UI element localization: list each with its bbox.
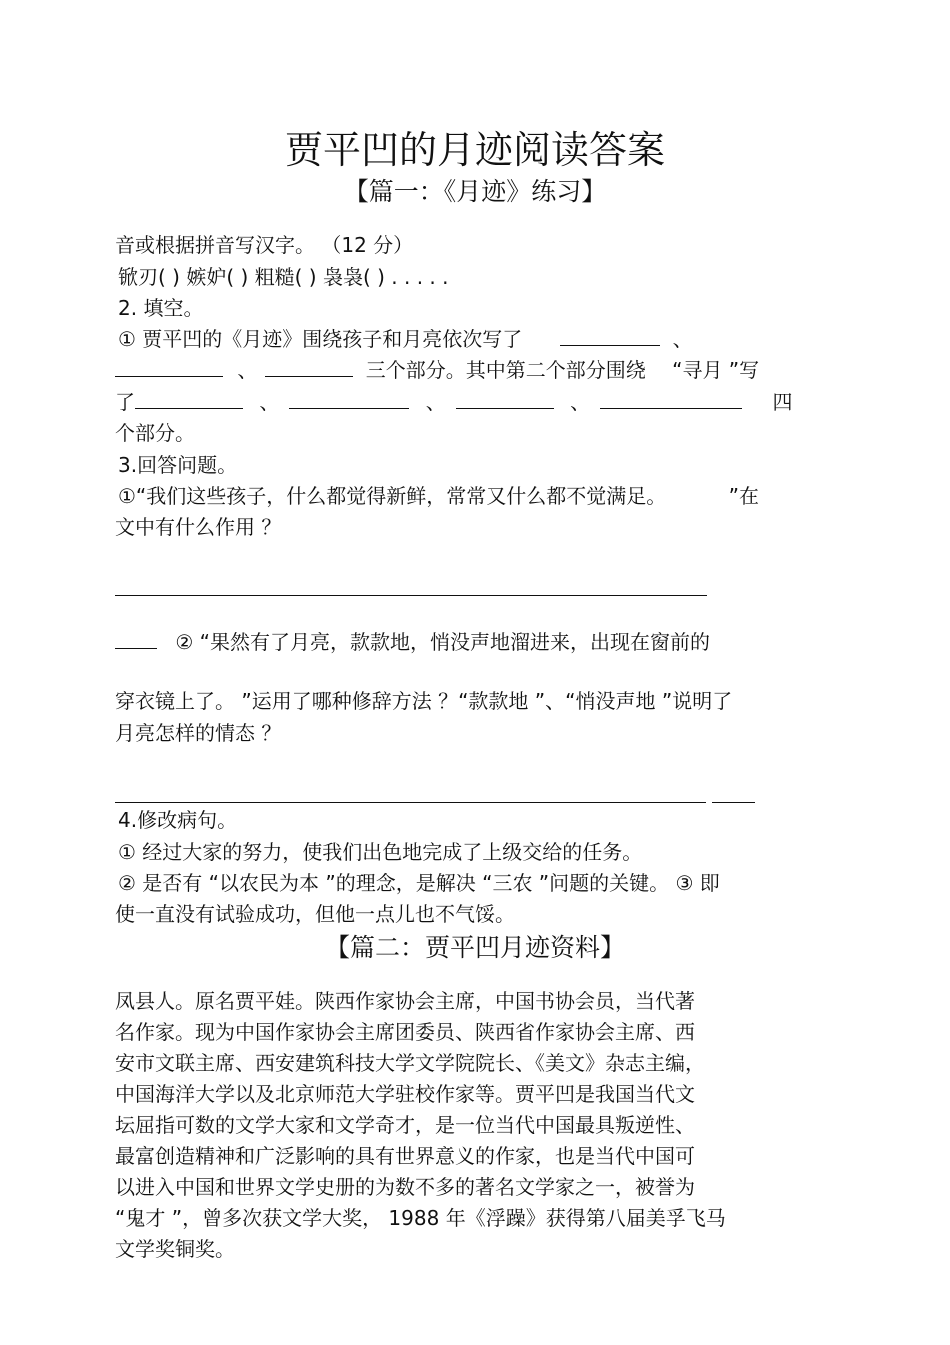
q1-line: 音或根据拼音写汉字。 （12 分） [115, 233, 414, 257]
section1-heading: 【篇一：《月迹》练习】 [343, 177, 607, 206]
q2-separator: 、 [237, 358, 258, 382]
fill-blank[interactable] [135, 390, 243, 409]
q4-item2: ② 是否有 “以农民为本 ”的理念，是解决 “三农 ”问题的关键。 ③ 即 [118, 871, 720, 895]
answer-line[interactable] [115, 802, 706, 803]
q3-item1-line1 [118, 484, 759, 508]
answer-line[interactable] [712, 802, 755, 803]
q3-item1-line2: 文中有什么作用 ？ [115, 515, 282, 539]
bio-line: 名作家。现为中国作家协会主席团委员、陕西省作家协会主席、西 [115, 1020, 695, 1044]
bio-line: 中国海洋大学以及北京师范大学驻校作家等。贾平凹是我国当代文 [115, 1082, 695, 1106]
bio-line: 以进入中国和世界文学史册的为数不多的著名文学家之一，被誉为 [115, 1175, 695, 1199]
fill-blank[interactable] [115, 358, 223, 377]
document-title: 贾平凹的月迹阅读答案 [284, 128, 665, 172]
q2-heading: 2. 填空。 [118, 296, 204, 320]
bio-line: 安市文联主席、西安建筑科技大学文学院院长、《美文》杂志主编， [115, 1051, 705, 1075]
q2-item1-text-c: “寻月 ”写 [672, 358, 760, 382]
q4-item3: 使一直没有试验成功，但他一点儿也不气馁。 [115, 902, 515, 926]
q2-item1-line2 [115, 358, 759, 382]
q2-item1-line1 [118, 327, 693, 351]
q2-item1-line3 [115, 390, 792, 414]
q3-item1-text-b: ”在 [728, 484, 760, 508]
fill-blank[interactable] [600, 390, 742, 409]
q2-item1-text-e: 四 [772, 390, 793, 414]
fill-blank[interactable] [115, 630, 157, 649]
q4-heading: 4.修改病句。 [118, 808, 238, 832]
q3-item2-line2: 穿衣镜上了。 ”运用了哪种修辞方法 ？“款款地 ”、“悄没声地 ”说明了 [115, 689, 733, 713]
q2-separator: 、 [259, 390, 280, 414]
q1-words: 锨刃( ) 嫉妒( ) 粗糙( ) 袅袅( ) . . . . . [118, 265, 449, 289]
q3-item2-text-a: ② “果然有了月亮，款款地，悄没声地溜进来，出现在窗前的 [175, 630, 711, 654]
section2-heading: 【篇二：贾平凹月迹资料】 [324, 933, 625, 962]
q2-item1-text-d: 了 [115, 390, 135, 414]
bio-line: 凤县人。原名贾平娃。陕西作家协会主席，中国书协会员，当代著 [115, 989, 695, 1013]
q2-item1-text-a: ① 贾平凹的《月迹》围绕孩子和月亮依次写了 [118, 327, 523, 351]
q3-item1-text-a: ①“我们这些孩子，什么都觉得新鲜，常常又什么都不觉满足。 [118, 484, 667, 508]
bio-line: “鬼才 ”，曾多次获文学大奖， 1988 年《浮躁》获得第八届美孚飞马 [115, 1206, 726, 1230]
bio-line: 坛屈指可数的文学大家和文学奇才，是一位当代中国最具叛逆性、 [115, 1113, 695, 1137]
q4-item1: ① 经过大家的努力，使我们出色地完成了上级交给的任务。 [118, 840, 643, 864]
q2-separator: 、 [425, 390, 446, 414]
q2-separator: 、 [570, 390, 591, 414]
answer-line[interactable] [115, 595, 707, 596]
q3-heading: 3.回答问题。 [118, 453, 238, 477]
bio-line: 文学奖铜奖。 [115, 1237, 235, 1261]
bio-line: 最富创造精神和广泛影响的具有世界意义的作家，也是当代中国可 [115, 1144, 695, 1168]
q3-item2-line1 [115, 630, 710, 654]
q2-item1-line4: 个部分。 [115, 421, 195, 445]
q3-item2-line3: 月亮怎样的情态 ？ [115, 721, 282, 745]
fill-blank[interactable] [265, 358, 353, 377]
q2-item1-text-b: 三个部分。其中第二个部分围绕 [365, 358, 646, 382]
fill-blank[interactable] [289, 390, 409, 409]
fill-blank[interactable] [560, 327, 660, 346]
fill-blank[interactable] [456, 390, 554, 409]
q2-separator: 、 [672, 327, 693, 351]
